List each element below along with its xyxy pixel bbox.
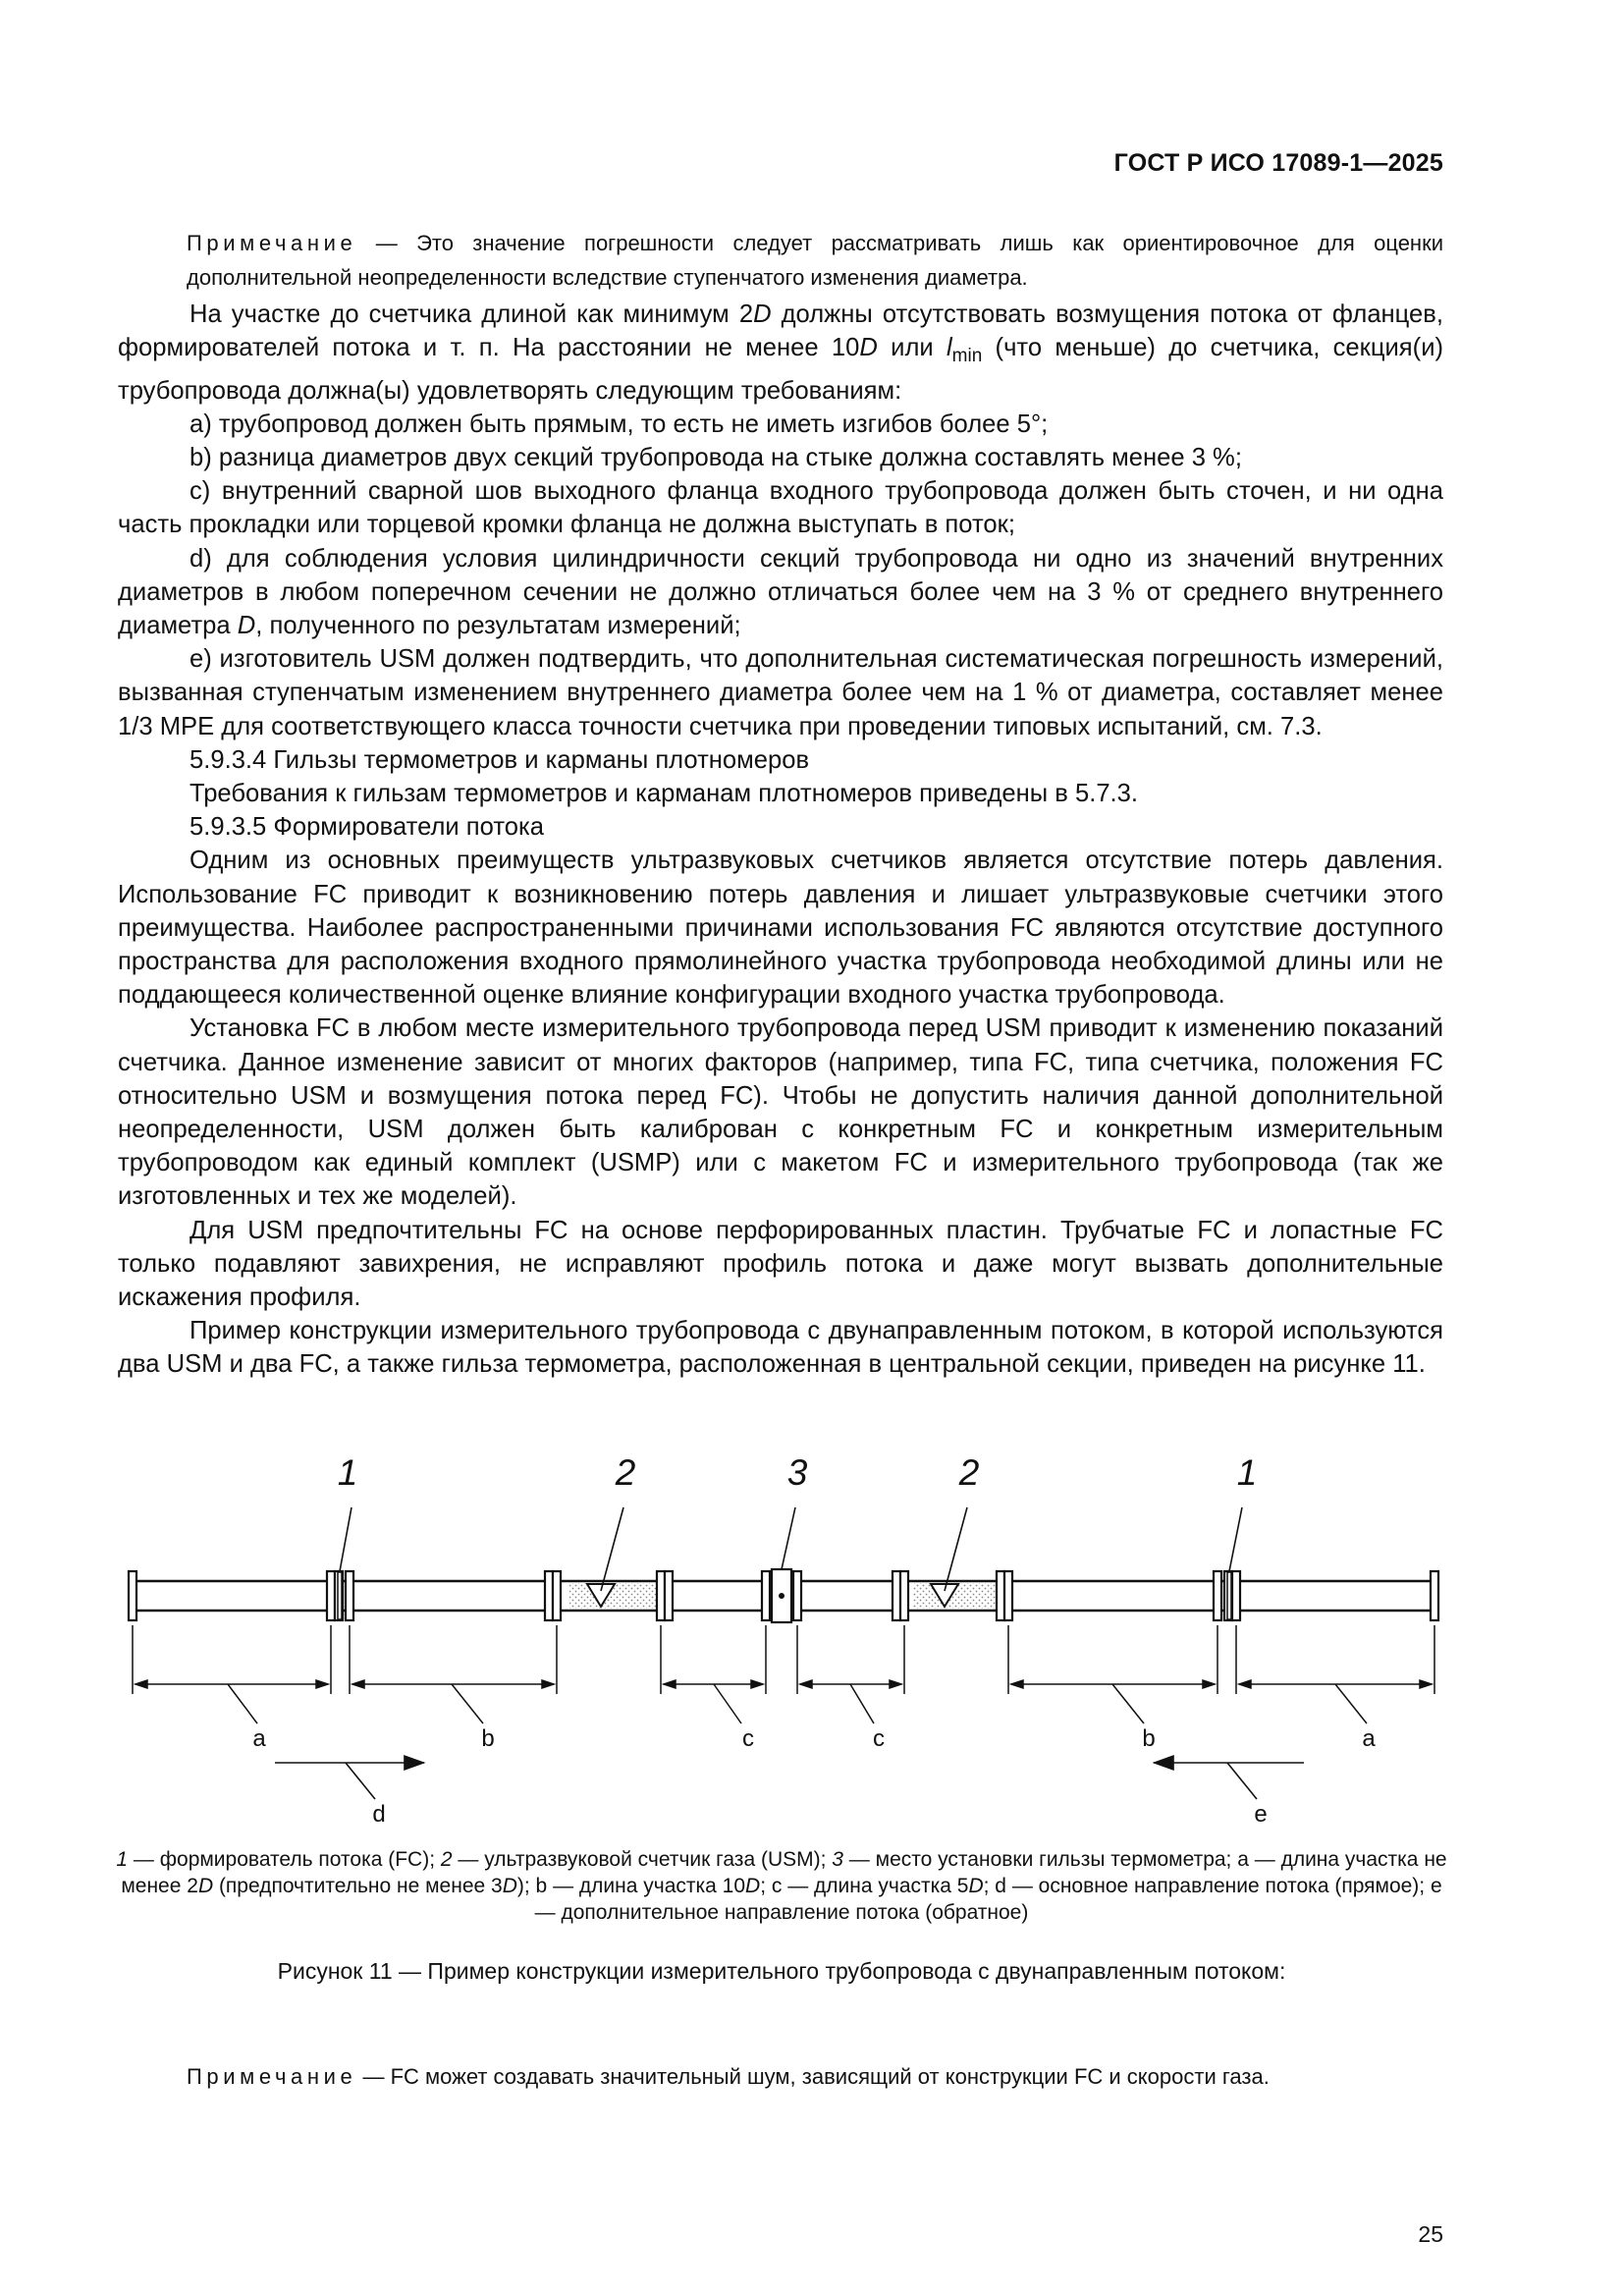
flow-arrow-labels	[372, 1801, 1267, 1828]
note-text: — FC может создавать значительный шум, зависящий от конструкции FC и скорости газа.	[356, 2064, 1270, 2089]
paragraph-fc-preferred: Для USM предпочтительны FC на основе перфорированных пластин. Трубчатые FC и лопастные FC только подавляют завихрения, не исправляют профиль потока и даже могут вызвать дополнительные искажения профиля.	[118, 1216, 1443, 1311]
section-heading-5934: 5.9.3.4 Гильзы термометров и карманы плотномеров	[189, 745, 810, 774]
note-label: Примечание	[187, 231, 357, 255]
callout-1-right: 1	[1236, 1452, 1258, 1493]
callout-2-left: 2	[615, 1452, 636, 1493]
dimension-labels	[252, 1725, 1376, 1752]
dim-c-right: c	[873, 1725, 885, 1752]
dim-c-left: c	[742, 1725, 754, 1752]
list-item-c: c) внутренний сварной шов выходного фланца входного трубопровода должен быть сточен, и ни одна часть прокладки или торцевой кромки фланца не должна выступать в поток;	[118, 477, 1443, 539]
callout-3: 3	[786, 1452, 808, 1493]
note-text: — Это значение погрешности следует рассматривать лишь как ориентировочное для оценки дополнительной неопределенности вследствие ступенчатого изменения диаметра.	[187, 231, 1443, 290]
list-item-b: b) разница диаметров двух секций трубопровода на стыке должна составлять менее 3 %;	[189, 443, 1242, 471]
arrow-label-e: e	[1254, 1801, 1268, 1828]
section-heading-5935: 5.9.3.5 Формирователи потока	[189, 813, 544, 842]
dim-a-right: a	[1362, 1725, 1376, 1752]
callout-labels	[338, 1452, 1258, 1493]
thermowell	[772, 1569, 791, 1622]
paragraph-fc-example: Пример конструкции измерительного трубопровода с двунаправленным потоком, в которой используются два USM и два FC, а также гильза термометра, расположенная в центральной секции, приведен на рисунке 11.	[118, 1317, 1443, 1379]
paragraph-fc-installation: Установка FC в любом месте измерительного трубопровода перед USM приводит к изменению показаний счетчика. Данное изменение зависит от многих факторов (например, типа FC, типа счетчика, положения FC относительно USM и возмущения потока перед FC). Чтобы не допустить наличия данной дополнительной неопределенности, USM должен быть калиброван с конкретным FC и конкретным измерительным трубопроводом как единый комплект (USMP) или с макетом FC и измерительного трубопровода (так же изготовленных и тех же моделей).	[118, 1014, 1443, 1211]
note-label: Примечание	[187, 2064, 357, 2089]
list-item-e: e) изготовитель USM должен подтвердить, что дополнительная систематическая погрешность измерений, вызванная ступенчатым изменением внутреннего диаметра более чем на 1 % от диаметра, составляет менее 1/3 MPE для соответствующего класса точности счетчика при проведении типовых испытаний, см. 7.3.	[118, 645, 1443, 740]
figure-caption: Рисунок 11 — Пример конструкции измерительного трубопровода с двунаправленным потоком:	[277, 1958, 1286, 1984]
arrow-label-d: d	[372, 1801, 386, 1828]
note-uncertainty	[187, 226, 1443, 295]
callout-2-right: 2	[958, 1452, 980, 1493]
figure-legend: 1 — формирователь потока (FC); 2 — ультразвуковой счетчик газа (USM); 3 — место установки гильзы термометра; a — длина участка не менее 2D (предпочтительно не менее 3D); b — длина участка 10D; c — длина участка 5D; d — основное направление потока (прямое); e — дополнительное направление потока (обратное)	[116, 1848, 1447, 1924]
dimension-lines	[135, 1680, 1432, 1723]
body-text	[118, 298, 1443, 1382]
list-item-d: d) для соблюдения условия цилиндричности секций трубопровода ни одно из значений внутренних диаметров в любом поперечном сечении не должно отличаться более чем на 3 % от среднего внутреннего диаметра D, полученного по результатам измерений;	[118, 544, 1443, 639]
note-fc-noise	[187, 2059, 1453, 2094]
dim-a-left: a	[252, 1725, 266, 1752]
dim-b-left: b	[481, 1725, 495, 1752]
paragraph-5934: Требования к гильзам термометров и карманам плотномеров приведены в 5.7.3.	[189, 779, 1139, 807]
page-number: 25	[1418, 2221, 1443, 2247]
flow-direction-arrows	[275, 1763, 1304, 1799]
flow-conditioner-right	[1227, 1572, 1231, 1619]
flow-conditioner-left	[338, 1572, 342, 1619]
paragraph-upstream: На участке до счетчика длиной как минимум 2D должны отсутствовать возмущения потока от фланцев, формирователей потока и т. п. На расстоянии не менее 10D или $l_{min}$ (что меньше) до счетчика, секция(и) трубопровода должна(ы) удовлетворять следующим требованиям:	[118, 301, 1444, 405]
callout-1-left: 1	[337, 1452, 358, 1493]
dim-b-right: b	[1142, 1725, 1156, 1752]
list-item-a: a) трубопровод должен быть прямым, то есть не иметь изгибов более 5°;	[189, 410, 1049, 438]
document-header: ГОСТ Р ИСО 17089-1—2025	[1113, 149, 1443, 177]
pipeline-diagram-svg	[0, 1434, 1623, 1846]
paragraph-fc-advantages: Одним из основных преимуществ ультразвуковых счетчиков является отсутствие потерь давления. Использование FC приводит к возникновению потерь давления и лишает ультразвуковые счетчики этого преимущества. Наиболее распространенными причинами использования FC являются отсутствие доступного пространства для расположения входного прямолинейного участка трубопровода необходимой длины или не поддающееся количественной оценке влияние конфигурации входного участка трубопровода.	[118, 847, 1443, 1010]
